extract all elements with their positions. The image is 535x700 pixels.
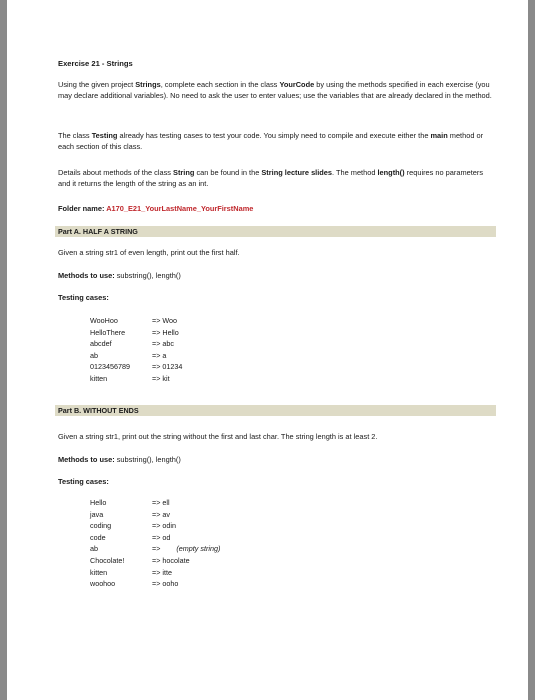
case-output: => ooho bbox=[152, 579, 179, 589]
part-b-header: Part B. WITHOUT ENDS bbox=[55, 405, 496, 416]
case-output: => Hello bbox=[152, 327, 179, 337]
case-output: => 01234 bbox=[152, 362, 183, 372]
part-a-methods: Methods to use: substring(), length() bbox=[58, 271, 181, 280]
part-a-testing-label: Testing cases: bbox=[58, 293, 109, 302]
case-input: abcdef bbox=[90, 339, 112, 349]
case-input: kitten bbox=[90, 567, 108, 577]
intro-paragraph-1: Using the given project Strings, complete each section in the class YourCode by using the methods specified in each exercise (you may declare additional variables). No need to ask the user to enter values; use the variables that are already declared in the method. bbox=[58, 80, 492, 101]
part-b-description: Given a string str1, print out the string without the first and last char. The string length is at least 2. bbox=[58, 432, 378, 441]
case-input: 0123456789 bbox=[90, 362, 130, 372]
case-output: => Woo bbox=[152, 316, 178, 325]
case-output: => itte bbox=[152, 567, 172, 577]
case-input: woohoo bbox=[90, 579, 116, 589]
intro-paragraph-2: The class Testing already has testing cases to test your code. You simply need to compile and execute either the main method or each section of this class. bbox=[58, 131, 484, 152]
case-output: => kit bbox=[152, 373, 170, 383]
case-input: java bbox=[90, 509, 104, 519]
case-input: code bbox=[90, 532, 106, 542]
case-output: => ell bbox=[152, 498, 170, 507]
document-page bbox=[7, 0, 528, 700]
intro-paragraph-3: Details about methods of the class String can be found in the String lecture slides. The method length() requires no parameters and it returns the length of the string as an int. bbox=[58, 168, 484, 189]
case-output: => hocolate bbox=[152, 555, 190, 565]
exercise-title: Exercise 21 - Strings bbox=[58, 59, 133, 68]
folder-name-value: A170_E21_YourLastName_YourFirstName bbox=[106, 204, 254, 213]
case-output: => abc bbox=[152, 339, 174, 349]
case-input: Hello bbox=[90, 498, 107, 507]
case-input: WooHoo bbox=[90, 316, 118, 325]
case-output: => odin bbox=[152, 521, 176, 531]
case-input: Chocolate! bbox=[90, 555, 125, 565]
case-input: kitten bbox=[90, 373, 108, 383]
empty-string-note: (empty string) bbox=[176, 544, 221, 554]
case-output: => od bbox=[152, 532, 171, 542]
case-input: coding bbox=[90, 521, 112, 531]
case-output: => (empty string) bbox=[152, 544, 221, 554]
part-b-testing-label: Testing cases: bbox=[58, 477, 109, 486]
part-a-header: Part A. HALF A STRING bbox=[55, 226, 496, 237]
case-input: HelloThere bbox=[90, 327, 126, 337]
part-a-description: Given a string str1 of even length, print out the first half. bbox=[58, 248, 240, 257]
case-input: ab bbox=[90, 350, 98, 360]
case-output: => av bbox=[152, 509, 170, 519]
folder-name-line: Folder name: A170_E21_YourLastName_YourFirstName bbox=[58, 204, 254, 213]
part-b-methods: Methods to use: substring(), length() bbox=[58, 455, 181, 464]
case-input: ab bbox=[90, 544, 98, 554]
case-output: => a bbox=[152, 350, 167, 360]
